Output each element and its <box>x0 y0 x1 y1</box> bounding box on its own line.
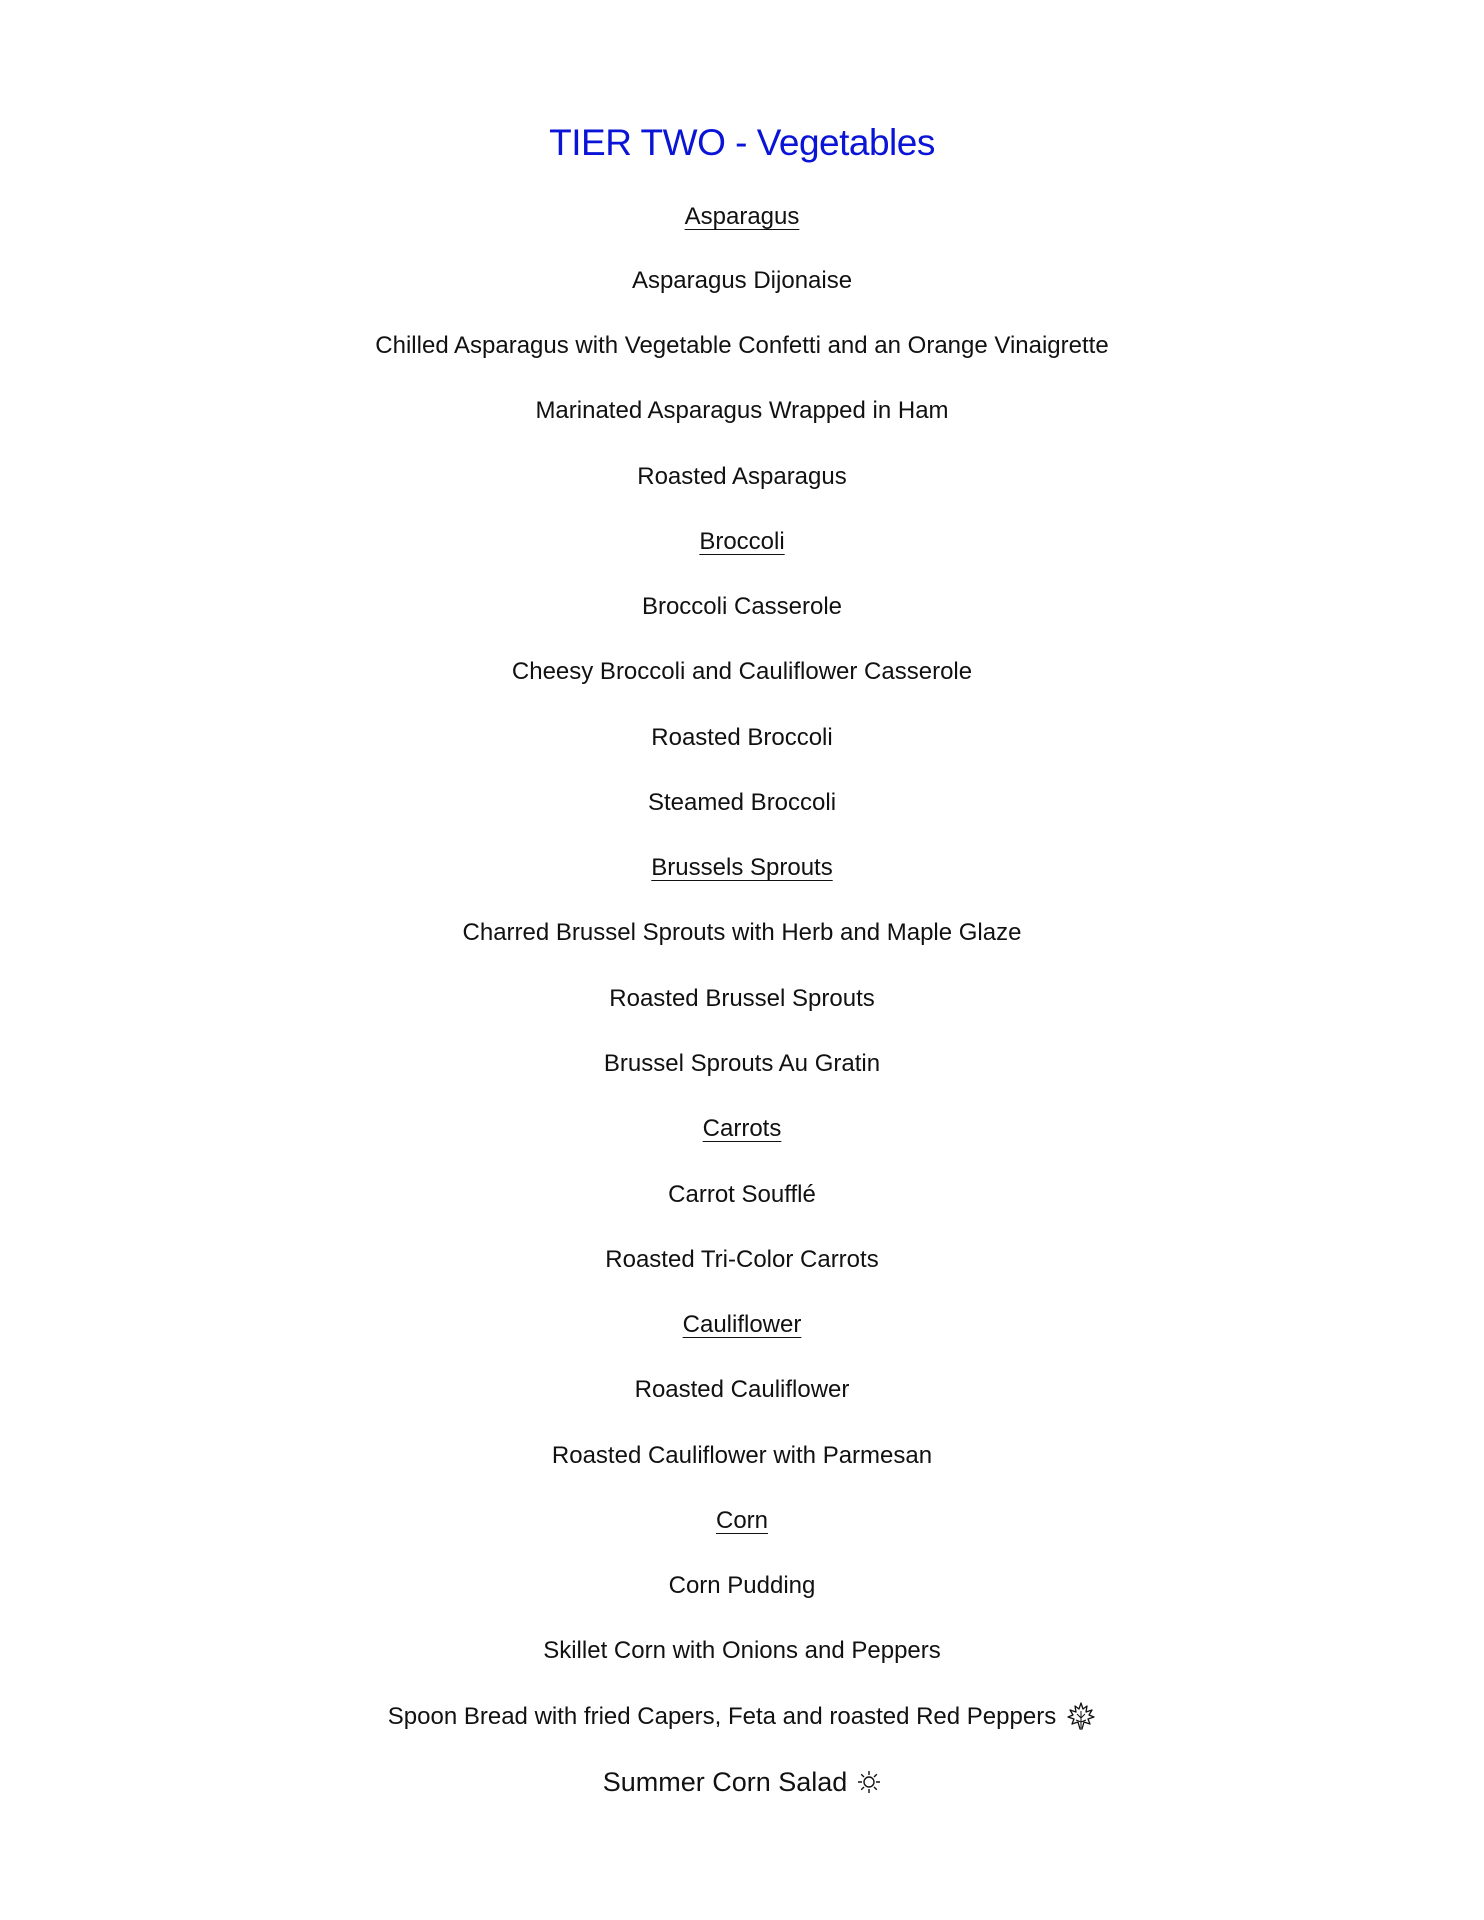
menu-item: Skillet Corn with Onions and Peppers <box>543 1637 941 1664</box>
menu-item: Roasted Cauliflower with Parmesan <box>551 1442 933 1469</box>
menu-item: Chilled Asparagus with Vegetable Confetti and an Orange Vinaigrette <box>375 332 1109 359</box>
sun-icon <box>857 1770 881 1794</box>
maple-leaf-icon <box>1066 1701 1096 1731</box>
section-heading-broccoli: Broccoli <box>699 528 785 555</box>
menu-item-label: Summer Corn Salad <box>602 1767 848 1797</box>
section-heading-asparagus: Asparagus <box>684 203 800 230</box>
menu-item: Steamed Broccoli <box>647 789 837 816</box>
menu-item: Charred Brussel Sprouts with Herb and Maple Glaze <box>462 919 1022 946</box>
menu-item: Roasted Asparagus <box>637 463 847 490</box>
page-title: TIER TWO - Vegetables <box>549 122 935 163</box>
menu-item: Corn Pudding <box>668 1572 816 1599</box>
section-heading-brussels-sprouts: Brussels Sprouts <box>651 854 833 881</box>
menu-item: Marinated Asparagus Wrapped in Ham <box>535 397 949 424</box>
section-heading-cauliflower: Cauliflower <box>682 1311 802 1338</box>
menu-item: Roasted Brussel Sprouts <box>609 985 875 1012</box>
menu-item: Carrot Soufflé <box>668 1181 816 1208</box>
menu-item-with-icon <box>0 1702 1484 1733</box>
menu-item: Asparagus Dijonaise <box>631 267 853 294</box>
menu-item: Brussel Sprouts Au Gratin <box>603 1050 881 1077</box>
menu-item: Roasted Tri-Color Carrots <box>605 1246 879 1273</box>
menu-item: Cheesy Broccoli and Cauliflower Casserole <box>511 658 973 685</box>
menu-item: Roasted Cauliflower <box>634 1376 850 1403</box>
menu-item: Broccoli Casserole <box>641 593 843 620</box>
section-heading-corn: Corn <box>715 1507 769 1534</box>
menu-item-with-icon <box>0 1765 1484 1799</box>
section-heading-carrots: Carrots <box>702 1115 782 1142</box>
menu-item: Roasted Broccoli <box>651 724 833 751</box>
menu-item-label: Spoon Bread with fried Capers, Feta and roasted Red Peppers <box>387 1703 1057 1730</box>
